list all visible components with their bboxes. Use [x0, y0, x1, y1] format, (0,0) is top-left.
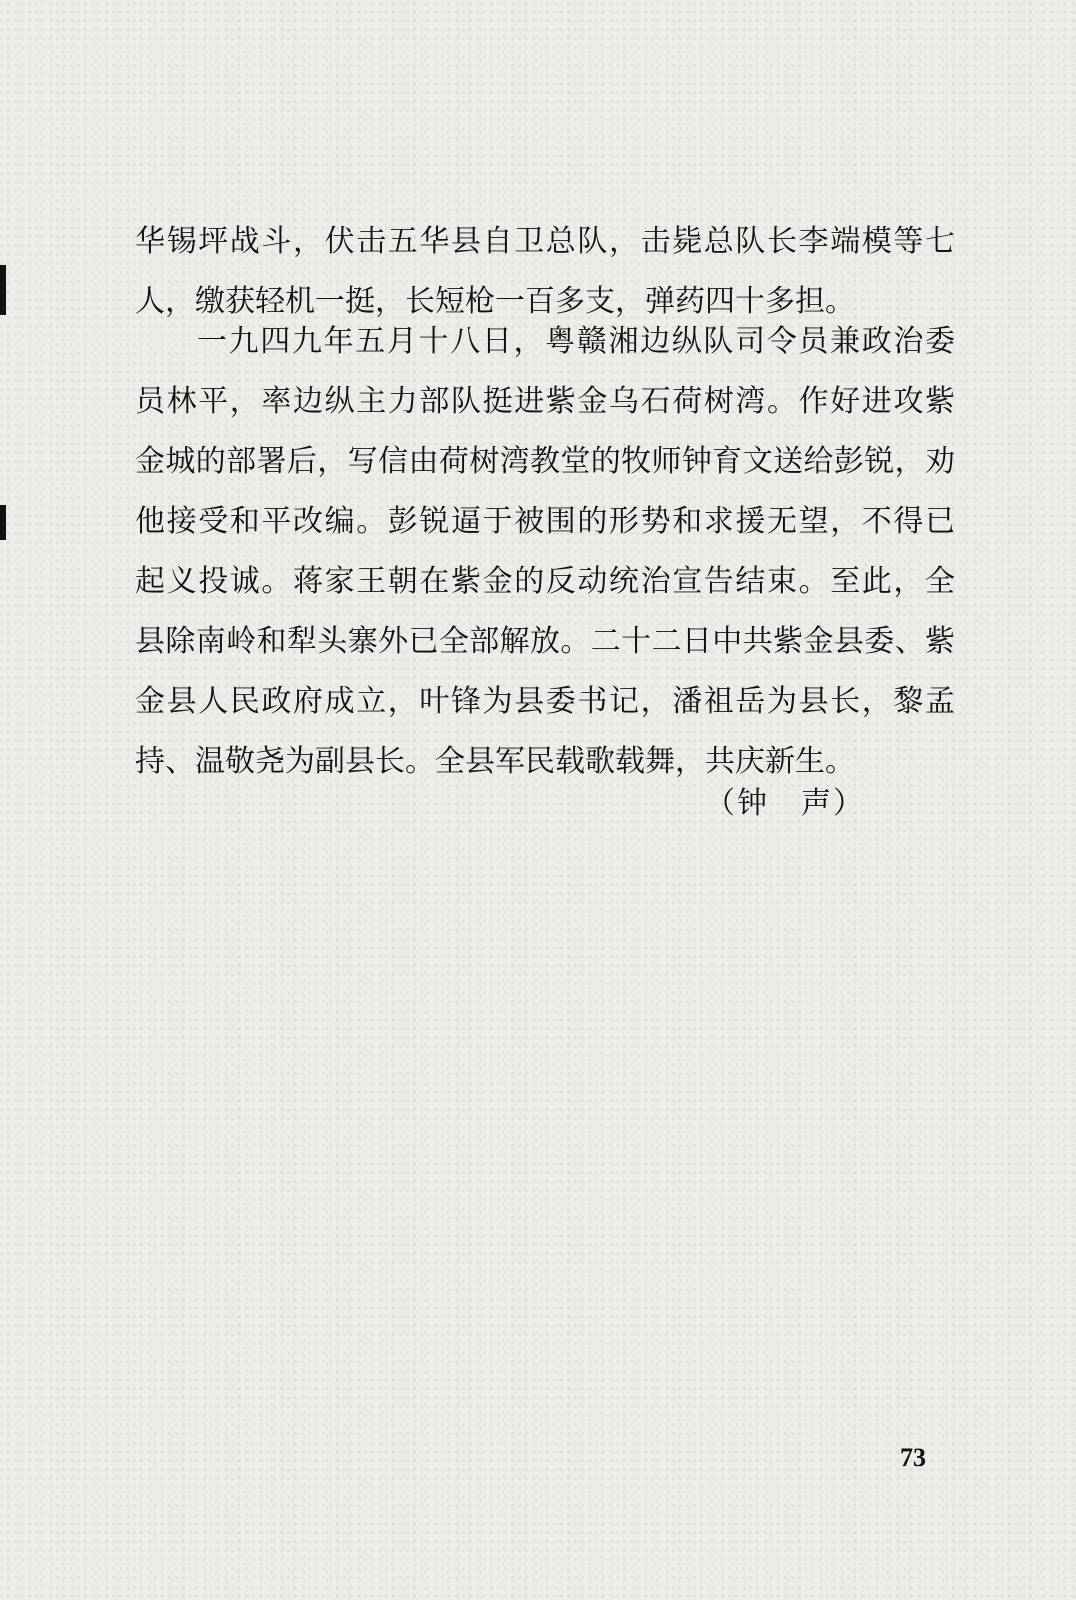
text-line: 一九四九年五月十八日，粤赣湘边纵队司令员兼政治委 — [197, 324, 955, 359]
scan-edge-mark — [0, 265, 6, 315]
author-signature: （钟 声） — [705, 786, 865, 821]
text-line: 人，缴获轻机一挺，长短枪一百多支，弹药四十多担。 — [135, 284, 855, 319]
text-line: 华锡坪战斗，伏击五华县自卫总队，击毙总队长李端模等七 — [135, 224, 955, 259]
text-line: 持、温敬尧为副县长。全县军民载歌载舞，共庆新生。 — [135, 744, 855, 779]
text-line: 员林平，率边纵主力部队挺进紫金乌石荷树湾。作好进攻紫 — [135, 384, 955, 419]
text-line: 起义投诚。蒋家王朝在紫金的反动统治宣告结束。至此，全 — [135, 564, 955, 599]
text-line: 县除南岭和犁头寨外已全部解放。二十二日中共紫金县委、紫 — [135, 624, 955, 659]
text-line: 金县人民政府成立，叶锋为县委书记，潘祖岳为县长，黎孟 — [135, 684, 955, 719]
scan-edge-mark — [0, 505, 6, 540]
page-number: 73 — [900, 1443, 926, 1472]
text-line: 金城的部署后，写信由荷树湾教堂的牧师钟育文送给彭锐，劝 — [135, 444, 955, 479]
paragraph-2 — [135, 312, 955, 792]
text-line: 他接受和平改编。彭锐逼于被围的形势和求援无望，不得已 — [135, 504, 955, 539]
